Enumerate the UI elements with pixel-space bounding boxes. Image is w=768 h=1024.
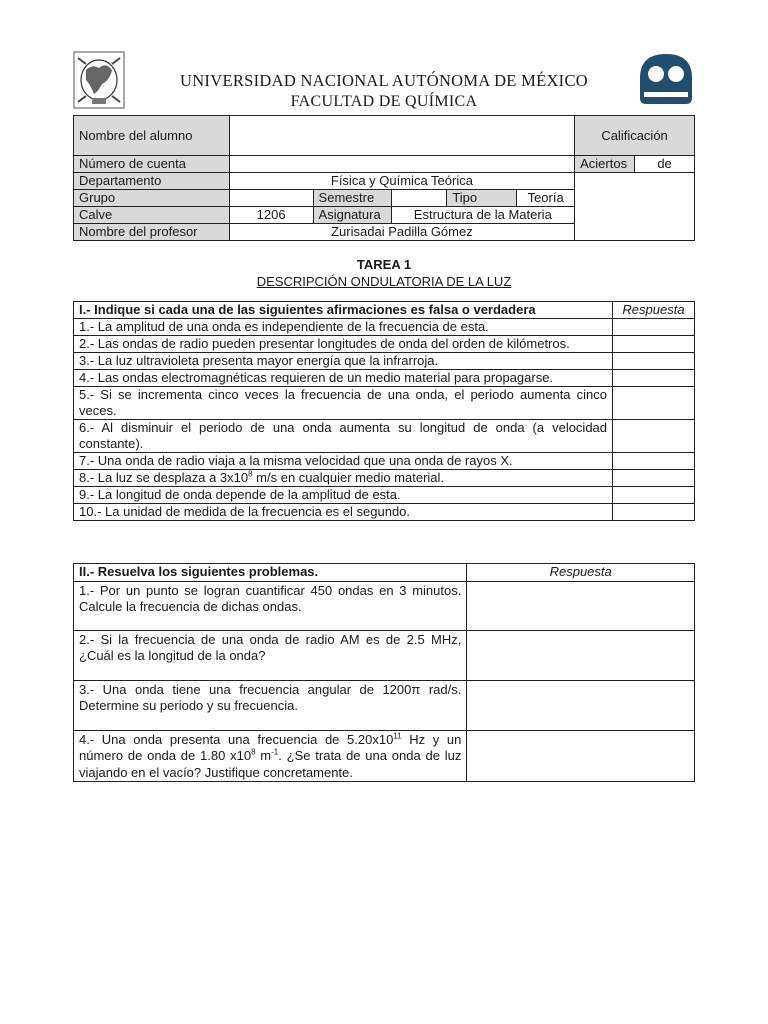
semester-field[interactable]: [391, 190, 447, 207]
section2-answer-heading: Respuesta: [467, 564, 695, 582]
problem-4-exp3: -1: [271, 747, 279, 757]
tf-answer-9[interactable]: [613, 487, 695, 504]
student-info-table: [73, 115, 695, 241]
problem-1: 1.- Por un punto se logran cuantificar 450 ondas en 3 minutos. Calcule la frecuencia de dichas ondas.: [74, 581, 467, 630]
problem-answer-3[interactable]: [467, 680, 695, 730]
key-value: 1206: [229, 207, 313, 224]
problem-4-exp2: 8: [251, 747, 256, 757]
tf-item-5: 5.- Si se incrementa cinco veces la frecuencia de una onda, el periodo aumenta cinco veces.: [74, 387, 613, 420]
hits-label: Aciertos: [575, 156, 635, 173]
tf-answer-4[interactable]: [613, 370, 695, 387]
tf-item-3: 3.- La luz ultravioleta presenta mayor energía que la infrarroja.: [74, 353, 613, 370]
tf-answer-2[interactable]: [613, 336, 695, 353]
faculty-name: FACULTAD DE QUÍMICA: [290, 93, 478, 110]
of-label: de: [635, 156, 695, 173]
tf-answer-1[interactable]: [613, 319, 695, 336]
account-number-label: Número de cuenta: [74, 156, 230, 173]
problem-3: 3.- Una onda tiene una frecuencia angular de 1200π rad/s. Determine su periodo y su frecuencia.: [74, 680, 467, 730]
key-label-text: Calve: [79, 207, 113, 223]
problem-4-text-d: . ¿Se trata de una onda de luz viajando en el vacío? Justifique concretamente.: [79, 748, 462, 780]
section1-answer-heading: Respuesta: [613, 302, 695, 319]
subject-value: Estructura de la Materia: [391, 207, 575, 224]
tf-item-8-exponent: 8: [248, 469, 253, 479]
problem-answer-2[interactable]: [467, 630, 695, 680]
type-value: Teoría: [517, 190, 575, 207]
professor-label: Nombre del profesor: [74, 224, 230, 241]
tf-item-1: 1.- La amplitud de una onda es independiente de la frecuencia de esta.: [74, 319, 613, 336]
problem-answer-4[interactable]: [467, 730, 695, 782]
tf-answer-8[interactable]: [613, 470, 695, 487]
tf-item-9: 9.- La longitud de onda depende de la amplitud de esta.: [74, 487, 613, 504]
tf-item-8-text: 8.- La luz se desplaza a 3x10: [79, 470, 249, 485]
problem-4-exp1: 11: [393, 731, 402, 741]
student-name-label: Nombre del alumno: [74, 116, 230, 156]
assignment-title: TAREA 1: [356, 257, 412, 272]
tf-answer-5[interactable]: [613, 387, 695, 420]
tf-answer-7[interactable]: [613, 453, 695, 470]
tf-item-2: 2.- Las ondas de radio pueden presentar longitudes de onda del orden de kilómetros.: [74, 336, 613, 353]
tf-item-6: 6.- Al disminuir el periodo de una onda aumenta su longitud de onda (a velocidad constante).: [74, 420, 613, 453]
tf-answer-3[interactable]: [613, 353, 695, 370]
student-name-field[interactable]: [229, 116, 574, 156]
tf-item-10: 10.- La unidad de medida de la frecuencia es el segundo.: [74, 504, 613, 521]
semester-label: Semestre: [313, 190, 391, 207]
department-value: Física y Química Teórica: [229, 173, 574, 190]
problems-table: [73, 563, 695, 782]
problem-4-text-b: Hz y un número de onda de 1.80 x10: [79, 731, 462, 763]
problem-4-text-a: 4.- Una onda presenta una frecuencia de 5.20x10: [79, 731, 394, 747]
assignment-subtitle: DESCRIPCIÓN ONDULATORIA DE LA LUZ: [256, 274, 512, 289]
tf-answer-10[interactable]: [613, 504, 695, 521]
problem-2: 2.- Si la frecuencia de una onda de radio AM es de 2.5 MHz, ¿Cuál es la longitud de la onda?: [74, 630, 467, 680]
account-number-field[interactable]: [229, 156, 574, 173]
department-label: Departamento: [74, 173, 230, 190]
grade-label: Calificación: [575, 116, 695, 156]
section1-heading: I.- Indique si cada una de las siguientes afirmaciones es falsa o verdadera: [74, 302, 613, 319]
problem-4-text-c: m: [255, 748, 272, 763]
group-field[interactable]: [229, 190, 313, 207]
section2-heading: II.- Resuelva los siguientes problemas.: [74, 564, 467, 582]
professor-value: Zurisadai Padilla Gómez: [229, 224, 574, 241]
tf-item-8-tail: m/s en cualquier medio material.: [252, 470, 445, 485]
key-label: [74, 207, 230, 224]
true-false-table: [73, 301, 695, 521]
tf-item-4: 4.- Las ondas electromagnéticas requieren de un medio material para propagarse.: [74, 370, 613, 387]
university-name: UNIVERSIDAD NACIONAL AUTÓNOMA DE MÉXICO: [180, 71, 588, 90]
document-header: [72, 50, 696, 112]
grade-box: [575, 173, 695, 241]
problem-4: [74, 730, 467, 782]
problem-answer-1[interactable]: [467, 581, 695, 630]
subject-label: Asignatura: [313, 207, 391, 224]
group-label: Grupo: [74, 190, 230, 207]
type-label: Tipo: [447, 190, 517, 207]
unam-seal-icon: [72, 50, 126, 110]
faculty-logo-icon: [636, 52, 696, 108]
tf-item-8: [74, 470, 613, 487]
tf-answer-6[interactable]: [613, 420, 695, 453]
tf-item-7: 7.- Una onda de radio viaja a la misma velocidad que una onda de rayos X.: [74, 453, 613, 470]
